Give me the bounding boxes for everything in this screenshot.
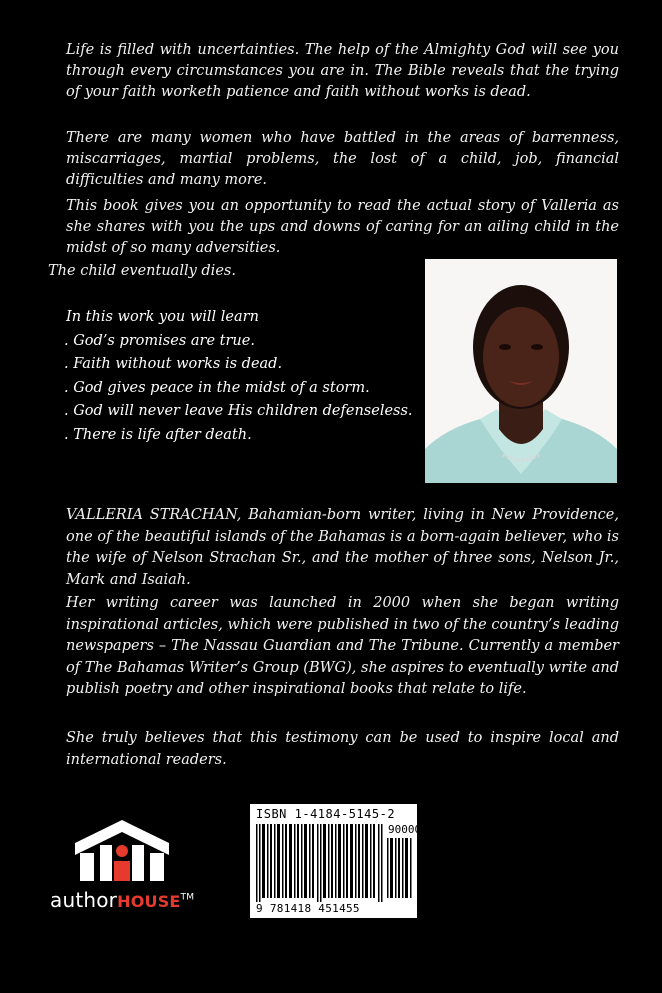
author-photo xyxy=(425,259,617,483)
learn-intro: In this work you will learn xyxy=(66,309,259,325)
author-bio-paragraph-3: She truly believes that this testimony can be used to inspire local and international readers. xyxy=(66,730,619,768)
learn-item: . God gives peace in the midst of a storm. xyxy=(64,379,370,396)
learn-item: . There is life after death. xyxy=(64,426,252,443)
isbn-barcode xyxy=(249,803,422,919)
house-logo-icon xyxy=(50,815,195,885)
blurb-paragraph-3: This book gives you an opportunity to read the actual story of Valleria as she shares with you the ups and downs of caring for an ailing child in the midst of so many adversities. xyxy=(66,198,619,256)
price-bars-icon xyxy=(387,838,413,898)
learn-item: . God will never leave His children defenseless. xyxy=(64,403,413,419)
blurb-paragraph-2: There are many women who have battled in the areas of barrenness, miscarriages, martial problems, the lost of a child, job, financial difficulties and many more. xyxy=(66,130,619,188)
author-bio-paragraph-1: VALLERIA STRACHAN, Bahamian-born writer, living in New Providence, one of the beautiful islands of the Bahamas is a born-again believer, who is the wife of Nelson Strachan Sr., and the mother of three sons, Nelson Jr., Mark and Isaiah. xyxy=(66,507,619,588)
publisher-wordmark: authorHOUSE™ xyxy=(50,888,195,912)
learn-list xyxy=(66,306,413,447)
blurb-paragraph-4: The child eventually dies. xyxy=(48,263,236,279)
author-bio-paragraph-2: Her writing career was launched in 2000 when she began writing inspirational articles, which were published in two of the country’s leading newspapers – The Nassau Guardian and The Tribune. Currently a member of The Bahamas Writer’s Group (BWG), she aspires to eventually write and publish poetry and other inspirational books that relate to life. xyxy=(66,595,619,697)
learn-item: . God’s promises are true. xyxy=(64,332,255,349)
barcode-bars-icon xyxy=(256,824,386,902)
isbn-text: ISBN 1-4184-5145-2 xyxy=(256,807,396,821)
price-code: 90000 xyxy=(388,823,422,836)
blurb-paragraph-1: Life is filled with uncertainties. The help of the Almighty God will see you through every circumstances you are in. The Bible reveals that the trying of your faith worketh patience and faith without works is dead. xyxy=(66,42,619,100)
learn-item: . Faith without works is dead. xyxy=(64,356,283,372)
ean-number: 9 781418 451455 xyxy=(256,902,360,915)
